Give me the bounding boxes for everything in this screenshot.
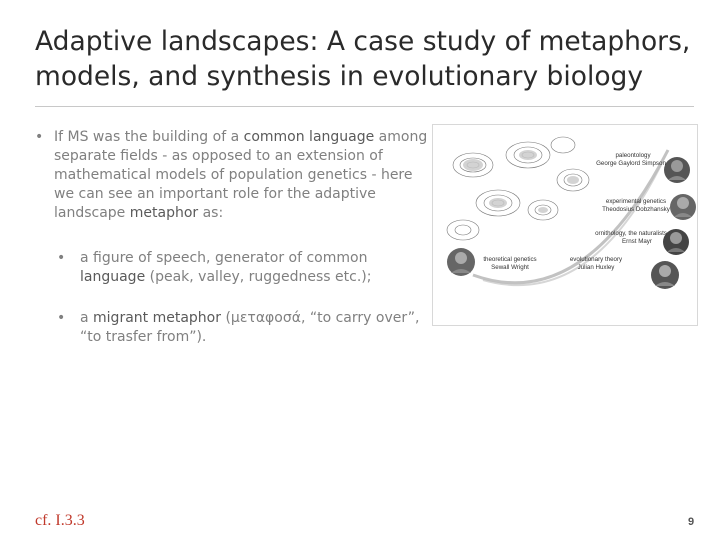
- label-paleontology: paleontology: [615, 152, 651, 159]
- label-wright: Sewall Wright: [491, 264, 529, 271]
- title-line-1: Adaptive landscapes: A case study of metaphors,: [35, 26, 691, 57]
- label-theoretical-genetics: theoretical genetics: [483, 256, 537, 263]
- bullet-sub2-bold: migrant metaphor: [93, 310, 221, 326]
- bullet-sub1-text-1: a figure of speech, generator of common: [80, 250, 368, 266]
- bullet-main-bold-2: metaphor: [129, 205, 199, 221]
- contour-landscape: [447, 137, 589, 240]
- page-number: 9: [688, 516, 695, 528]
- title-line-2: models, and synthesis in evolutionary biology: [35, 61, 644, 92]
- bullet-sub-figure-of-speech: [35, 249, 430, 287]
- portrait-dobzhansky: [670, 194, 696, 220]
- bullet-main-text-2: among separate fields - as opposed to an extension of mathematical models of population genetics - here we can see an important role for the adaptive landscape: [54, 129, 428, 221]
- adaptive-landscape-figure: [432, 124, 698, 326]
- portrait-huxley: [651, 261, 679, 289]
- bullet-main-text-1: If MS was the building of a: [54, 129, 244, 145]
- label-evolutionary-theory: evolutionary theory: [569, 256, 623, 263]
- bullet-list: [35, 128, 430, 347]
- portrait-simpson: [664, 157, 690, 183]
- slide-title: [35, 24, 705, 94]
- footer-reference: cf. I.3.3: [35, 512, 85, 529]
- bullet-sub1-text-2: (peak, valley, ruggedness etc.);: [145, 269, 372, 285]
- bullet-sub1-bold: language: [80, 269, 146, 285]
- bullet-sub2-text-2: (μεταφοσά, “to carry over”, “to trasfer from”).: [80, 310, 420, 345]
- bullet-sub-migrant-metaphor: [35, 309, 430, 347]
- label-ornithology: ornithology, the naturalists: [595, 230, 667, 237]
- bullet-sub2-text-1: a: [80, 310, 94, 326]
- bullet-main-text-3: as:: [198, 205, 224, 221]
- label-experimental-genetics: experimental genetics: [605, 198, 667, 205]
- label-simpson: George Gaylord Simpson: [596, 160, 666, 167]
- label-huxley: Julian Huxley: [577, 264, 615, 271]
- bullet-main-bold-1: common language: [243, 129, 375, 145]
- figure-svg: [433, 125, 697, 325]
- label-dobzhansky: Theodosius Dobzhansky: [602, 206, 670, 213]
- label-mayr: Ernst Mayr: [622, 238, 652, 245]
- portrait-wright: [447, 248, 475, 276]
- bullet-main: [35, 128, 430, 223]
- portrait-mayr: [663, 229, 689, 255]
- title-divider: [35, 106, 694, 107]
